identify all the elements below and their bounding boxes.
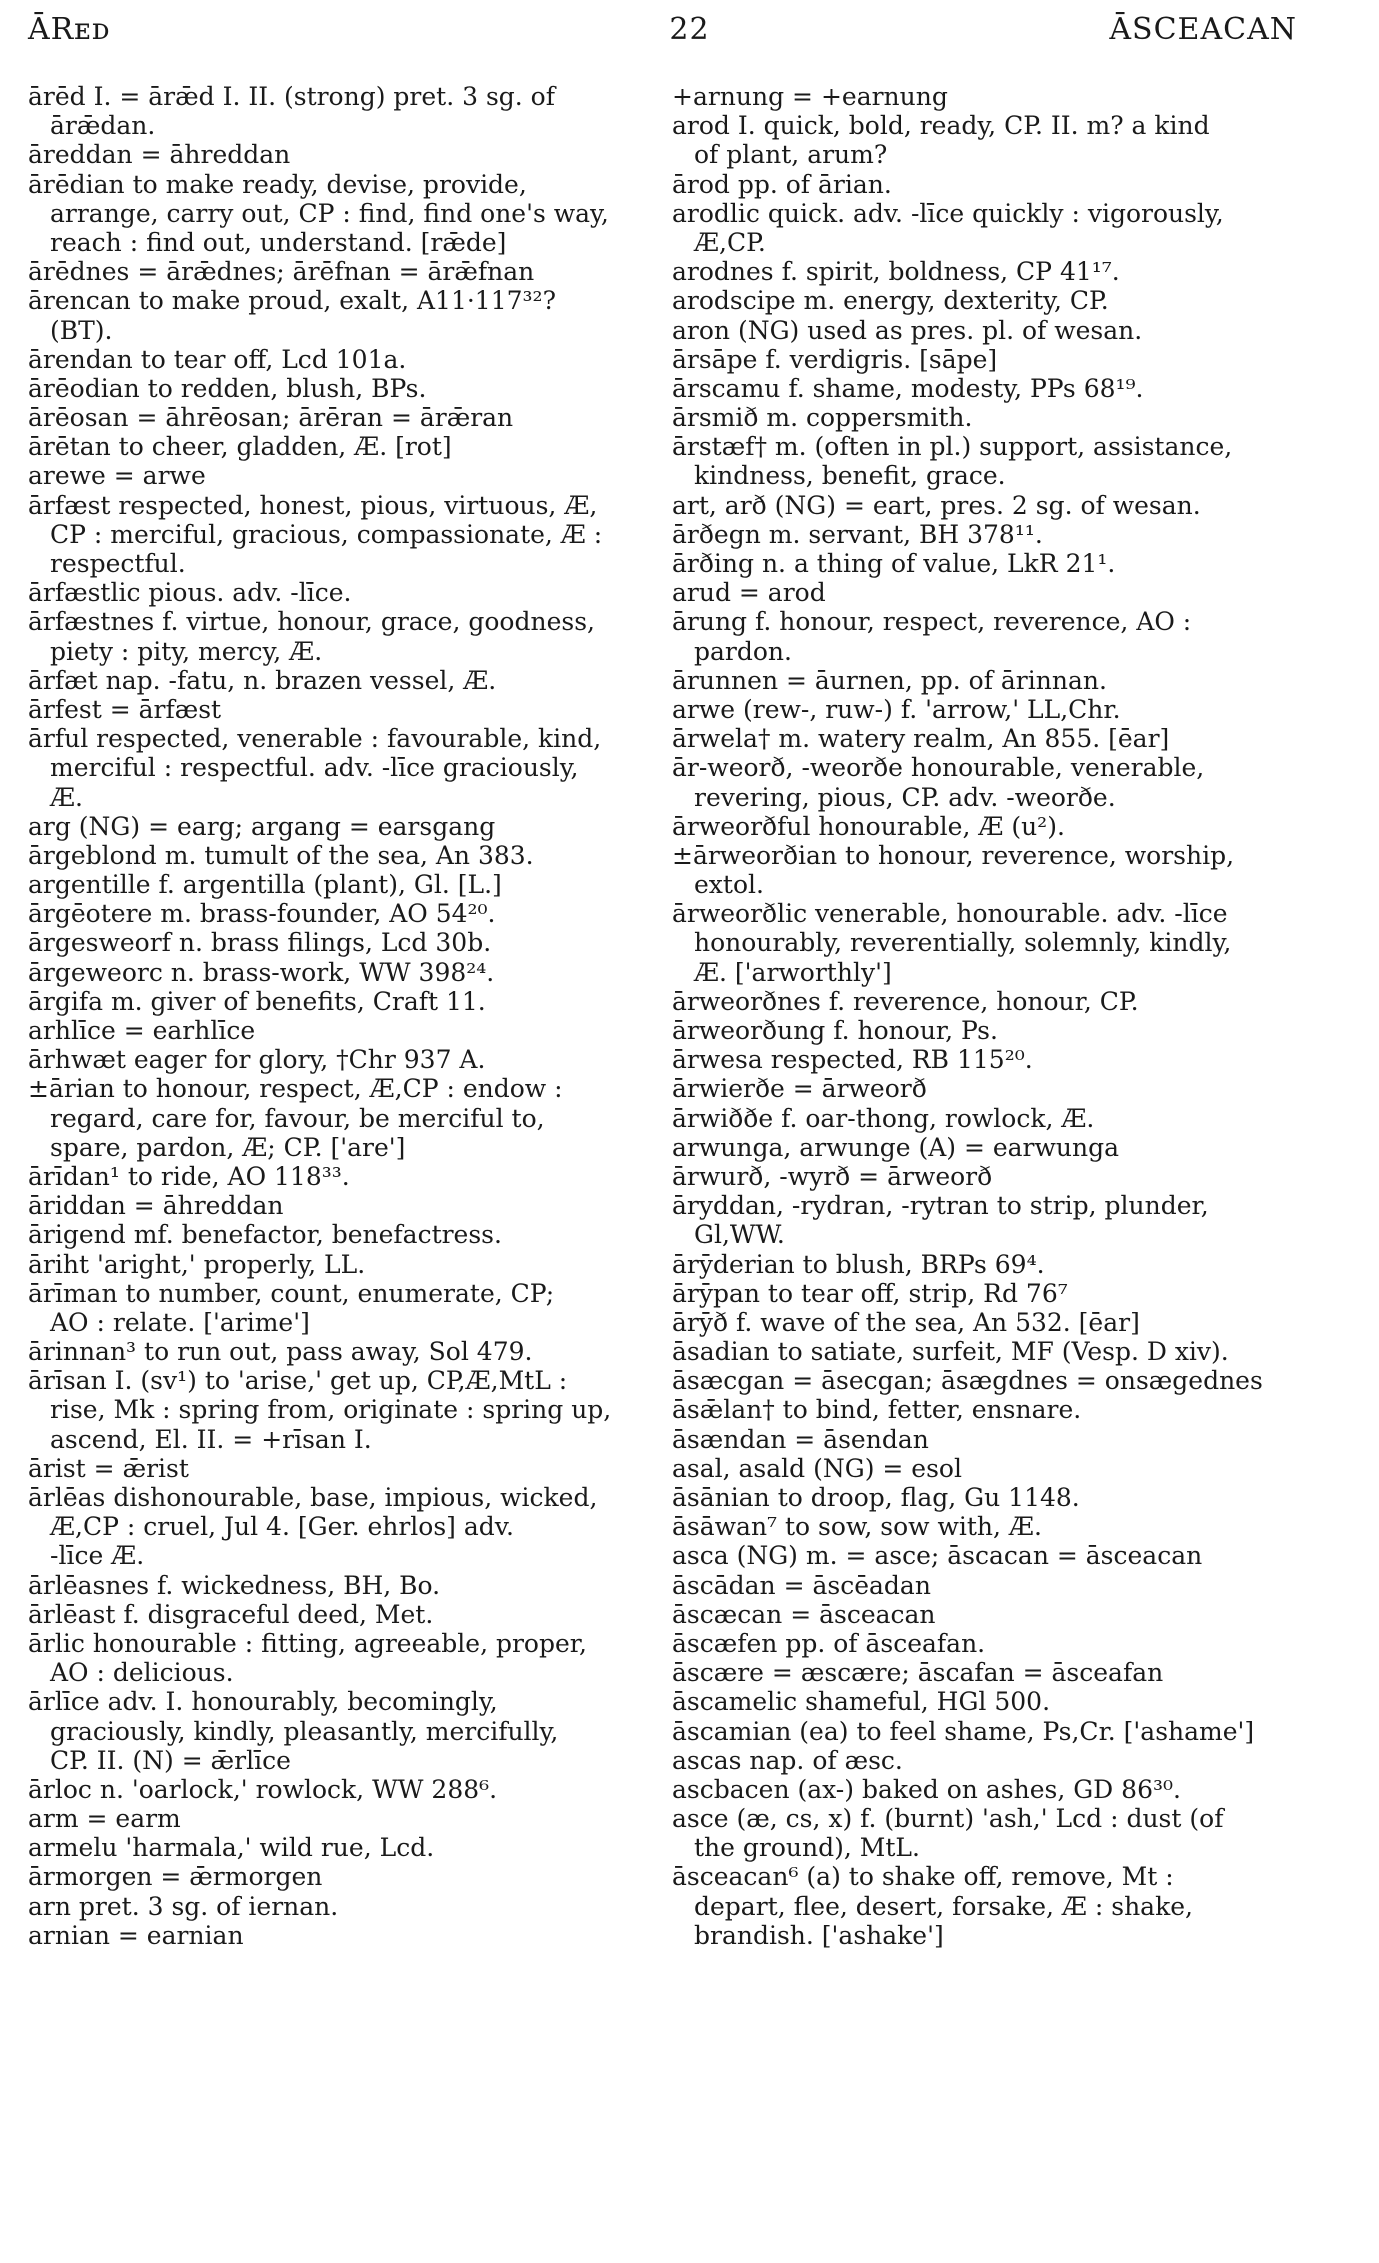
entry-line: arod I. quick, bold, ready, CP. II. m? a kind [672,111,1210,141]
entry-line: ārlēas dishonourable, base, impious, wicked, [28,1483,598,1512]
entry-continuation-line: ārǣdan. [50,111,156,141]
entry-line: ārweorðnes f. reverence, honour, CP. [672,986,1139,1016]
entry-line: āreddan = āhreddan [28,140,291,170]
entry-line: argentille f. argentilla (plant), Gl. [L.] [28,870,502,900]
entry-continuation-line: Æ. [50,782,83,812]
entry-line: ārful respected, venerable : favourable, kind, [28,724,602,754]
entry-line: arwunga, arwunge (A) = earwunga [672,1132,1120,1162]
entry-line: ārȳpan to tear off, strip, Rd 76⁷ [672,1278,1068,1308]
entry-line: āriht 'aright,' properly, LL. [28,1249,366,1279]
entry-line: āscādan = āscēadan [672,1570,931,1600]
entry-continuation-line: pardon. [694,636,792,666]
entry-line: āsceacan⁶ (a) to shake off, remove, Mt : [672,1862,1174,1892]
entry-line: ārsāpe f. verdigris. [sāpe] [672,344,998,374]
entry-line: āsānian to droop, flag, Gu 1148. [672,1483,1080,1512]
entry-line: ārgesweorf n. brass filings, Lcd 30b. [28,928,492,958]
entry-continuation-line: CP. II. (N) = ǣrlīce [50,1745,291,1775]
entry-line: ārfæt nap. -fatu, n. brazen vessel, Æ. [28,665,497,695]
entry-line: ārwurð, -wyrð = ārweorð [672,1161,993,1191]
entry-line: ārloc n. 'oarlock,' rowlock, WW 288⁶. [28,1774,498,1804]
entry-continuation-line: of plant, arum? [694,140,888,170]
entry-line: asal, asald (NG) = esol [672,1453,962,1483]
entry-line: āriddan = āhreddan [28,1191,284,1221]
entry-line: arhlīce = earhlīce [28,1016,256,1045]
entry-continuation-line: (BT). [50,315,113,345]
entry-line: arm = earm [28,1804,181,1834]
entry-line: āscæcan = āsceacan [672,1599,936,1629]
entry-line: arg (NG) = earg; argang = earsgang [28,811,496,841]
entry-continuation-line: merciful : respectful. adv. -līce graciously, [50,753,579,783]
entry-line: ārunnen = āurnen, pp. of ārinnan. [672,665,1107,695]
entry-line: ārgeblond m. tumult of the sea, An 383. [28,840,534,870]
entry-line: arwe (rew-, ruw-) f. 'arrow,' LL,Chr. [672,694,1121,724]
entry-continuation-line: regard, care for, favour, be merciful to, [50,1103,545,1133]
entry-line: ārweorðful honourable, Æ (u²). [672,811,1065,841]
entry-line: ārēdian to make ready, devise, provide, [28,169,527,199]
entry-continuation-line: Gl,WW. [694,1220,785,1250]
entry-continuation-line: rise, Mk : spring from, originate : spring up, [50,1395,612,1425]
entry-line: arodnes f. spirit, boldness, CP 41¹⁷. [672,257,1120,287]
entry-line: arnian = earnian [28,1920,244,1950]
entry-continuation-line: Æ,CP. [694,227,766,257]
entry-continuation-line: AO : relate. ['arime'] [50,1307,310,1337]
entry-line: aron (NG) used as pres. pl. of wesan. [672,315,1143,345]
entry-line: ārðegn m. servant, BH 378¹¹. [672,519,1043,549]
entry-line: ārwierðe = ārweorð [672,1074,927,1104]
entry-line: āscæfen pp. of āsceafan. [672,1628,986,1658]
entry-line: ārgifa m. giver of benefits, Craft 11. [28,986,486,1016]
entry-line: ārðing n. a thing of value, LkR 21¹. [672,549,1116,578]
entry-continuation-line: brandish. ['ashake'] [694,1920,944,1950]
entry-line: arodscipe m. energy, dexterity, CP. [672,286,1109,316]
entry-line: ārhwæt eager for glory, †Chr 937 A. [28,1045,486,1075]
entry-line: ārwesa respected, RB 115²⁰. [672,1045,1033,1075]
entry-line: ārȳð f. wave of the sea, An 532. [ēar] [672,1307,1140,1337]
entry-line: ārlic honourable : fitting, agreeable, proper, [28,1628,587,1658]
entry-continuation-line: depart, flee, desert, forsake, Æ : shake, [694,1891,1193,1921]
entry-line: armelu 'harmala,' wild rue, Lcd. [28,1833,435,1863]
entry-line: ārlīce adv. I. honourably, becomingly, [28,1687,498,1717]
entry-continuation-line: honourably, reverentially, solemnly, kindly, [694,928,1232,958]
entry-line: ārist = ǣrist [28,1453,189,1483]
entry-line: ārweorðlic venerable, honourable. adv. -līce [672,899,1228,929]
entry-line: ārendan to tear off, Lcd 101a. [28,344,407,374]
entry-line: ārgeweorc n. brass-work, WW 398²⁴. [28,957,495,987]
entry-line: ārīman to number, count, enumerate, CP; [28,1278,555,1308]
entry-line: ārwela† m. watery realm, An 855. [ēar] [672,724,1170,754]
entry-line: ārīsan I. (sv¹) to 'arise,' get up, CP,Æ,MtL : [28,1366,568,1396]
entry-line: āscamian (ea) to feel shame, Ps,Cr. ['ashame'] [672,1716,1255,1746]
entry-continuation-line: revering, pious, CP. adv. -weorðe. [694,782,1116,812]
right-column [672,82,1302,1950]
entry-line: ārfest = ārfæst [28,694,222,724]
entry-continuation-line: -līce Æ. [50,1541,145,1571]
entry-line: arewe = arwe [28,461,206,491]
entry-line: ārgēotere m. brass-founder, AO 54²⁰. [28,899,496,929]
entry-line: asca (NG) m. = asce; āscacan = āsceacan [672,1541,1203,1571]
entry-line: arud = arod [672,578,826,608]
entry-line: ascas nap. of æsc. [672,1745,903,1775]
entry-line: ārweorðung f. honour, Ps. [672,1016,998,1045]
header-left-guideword: ĀRᴇᴅ [28,12,111,47]
entry-continuation-line: the ground), MtL. [694,1833,920,1863]
entry-continuation-line: respectful. [50,549,186,578]
entry-line: ārēosan = āhrēosan; ārēran = ārǣran [28,403,514,433]
entry-continuation-line: Æ,CP : cruel, Jul 4. [Ger. ehrlos] adv. [50,1512,514,1542]
entry-line: āscamelic shameful, HGl 500. [672,1687,1051,1717]
entry-line: arodlic quick. adv. -līce quickly : vigorously, [672,198,1224,228]
left-column [28,82,658,1950]
entry-line: art, arð (NG) = eart, pres. 2 sg. of wesan. [672,490,1201,520]
entry-continuation-line: graciously, kindly, pleasantly, mercifully, [50,1716,559,1746]
entry-line: ārfæstnes f. virtue, honour, grace, goodness, [28,607,595,637]
entry-line: ±ārweorðian to honour, reverence, worship, [672,840,1235,870]
entry-line: āsadian to satiate, surfeit, MF (Vesp. D xiv). [672,1337,1229,1367]
page-number: 22 [669,12,710,47]
entry-line: ārinnan³ to run out, pass away, Sol 479. [28,1337,533,1367]
entry-line: ārigend mf. benefactor, benefactress. [28,1220,502,1250]
entry-line: āryddan, -rydran, -rytran to strip, plunder, [672,1191,1209,1221]
entry-line: ārēodian to redden, blush, BPs. [28,373,427,403]
entry-line: ±ārian to honour, respect, Æ,CP : endow : [28,1074,563,1104]
entry-line: ascbacen (ax-) baked on ashes, GD 86³⁰. [672,1774,1181,1804]
entry-continuation-line: ascend, El. II. = +rīsan I. [50,1424,372,1454]
entry-line: +arnung = +earnung [672,82,948,111]
entry-continuation-line: AO : delicious. [50,1658,234,1688]
entry-line: ārsmið m. coppersmith. [672,403,973,433]
entry-line: āsændan = āsendan [672,1424,929,1454]
entry-line: ārod pp. of ārian. [672,169,892,199]
entry-line: āsæcgan = āsecgan; āsægdnes = onsægednes [672,1366,1263,1396]
entry-line: ārwiððe f. oar-thong, rowlock, Æ. [672,1103,1095,1133]
entry-line: ārscamu f. shame, modesty, PPs 68¹⁹. [672,373,1144,403]
entry-line: āscære = æscære; āscafan = āsceafan [672,1658,1164,1688]
page-header [0,12,1379,52]
entry-continuation-line: piety : pity, mercy, Æ. [50,636,323,666]
entry-line: āsāwan⁷ to sow, sow with, Æ. [672,1512,1042,1542]
entry-line: arn pret. 3 sg. of iernan. [28,1891,339,1921]
entry-continuation-line: reach : find out, understand. [rǣde] [50,227,507,257]
entry-line: ārēd I. = ārǣd I. II. (strong) pret. 3 sg. of [28,82,555,111]
entry-line: ārēdnes = ārǣdnes; ārēfnan = ārǣfnan [28,257,535,287]
entry-line: ār-weorð, -weorðe honourable, venerable, [672,753,1205,783]
entry-line: asce (æ, cs, x) f. (burnt) 'ash,' Lcd : dust (of [672,1804,1224,1834]
entry-continuation-line: Æ. ['arworthly'] [694,957,892,987]
entry-line: ārētan to cheer, gladden, Æ. [rot] [28,432,452,462]
entry-line: āsǣlan† to bind, fetter, ensnare. [672,1395,1082,1425]
entry-line: ārstæf† m. (often in pl.) support, assistance, [672,432,1233,462]
entry-continuation-line: extol. [694,870,764,900]
header-right-guideword: ĀSCEACAN [1109,12,1297,47]
entry-continuation-line: spare, pardon, Æ; CP. ['are'] [50,1132,406,1162]
entry-line: ārlēasnes f. wickedness, BH, Bo. [28,1570,441,1600]
entry-line: ārīdan¹ to ride, AO 118³³. [28,1161,350,1191]
entry-line: ārfæstlic pious. adv. -līce. [28,578,352,608]
entry-continuation-line: arrange, carry out, CP : find, find one's way, [50,198,609,228]
entry-line: ārlēast f. disgraceful deed, Met. [28,1599,434,1629]
entry-line: ārencan to make proud, exalt, A11·117³²? [28,286,556,316]
entry-line: ārfæst respected, honest, pious, virtuous, Æ, [28,490,598,520]
entry-continuation-line: CP : merciful, gracious, compassionate, Æ : [50,519,603,549]
entry-line: ārmorgen = ǣrmorgen [28,1862,323,1892]
entry-line: ārung f. honour, respect, reverence, AO : [672,607,1192,637]
entry-continuation-line: kindness, benefit, grace. [694,461,1006,491]
entry-line: ārȳderian to blush, BRPs 69⁴. [672,1249,1045,1279]
